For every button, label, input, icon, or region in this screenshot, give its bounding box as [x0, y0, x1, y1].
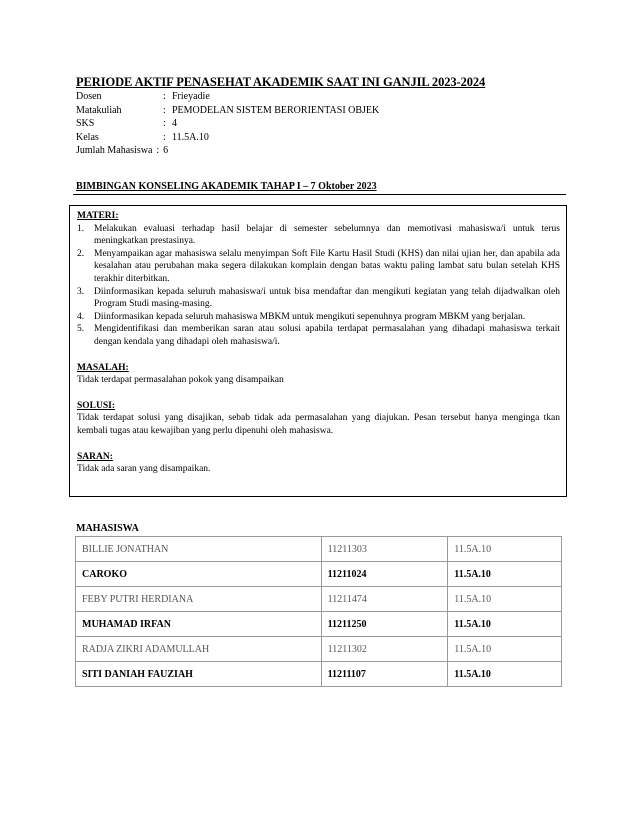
info-row-dosen [76, 90, 379, 104]
materi-heading: MATERI: [77, 211, 119, 221]
list-item-text: Menyampaikan agar mahasiswa selalu menyimpan Soft File Kartu Hasil Studi (KHS) dan nilai ujian her, dan apabila ada kesalahan atau perubahan maka segera dilakukan komplain dengan batas waktu paling lambat satu bulan setelah KHS terakhir diterbitkan. [94, 248, 560, 284]
info-value: Frieyadie [172, 91, 210, 102]
table-row [76, 612, 562, 637]
list-item-text: Diinformasikan kepada seluruh mahasiswa/i untuk bisa mendaftar dan mengikuti kegiatan yang telah dijadwalkan oleh Program Studi masing-masing. [94, 286, 560, 310]
page-title: PERIODE AKTIF PENASEHAT AKADEMIK SAAT INI GANJIL 2023-2024 [76, 75, 486, 89]
student-kelas: 11.5A.10 [448, 612, 562, 637]
section-divider [73, 194, 566, 195]
info-value: 4 [172, 118, 177, 129]
list-item-number: 5. [77, 324, 85, 335]
list-item-number: 4. [77, 311, 85, 322]
info-value: PEMODELAN SISTEM BERORIENTASI OBJEK [172, 104, 380, 116]
bimbingan-box [69, 205, 567, 497]
student-name: MUHAMAD IRFAN [76, 612, 322, 637]
table-row [76, 637, 562, 662]
list-item [77, 223, 560, 248]
info-separator: : [163, 131, 166, 143]
info-label: SKS [76, 118, 95, 129]
info-value: 6 [163, 145, 169, 156]
student-nim: 11211474 [321, 587, 448, 612]
list-item [77, 311, 560, 324]
table-row [76, 562, 562, 587]
student-kelas: 11.5A.10 [448, 562, 562, 587]
course-info [76, 90, 379, 158]
student-nim: 11211302 [321, 637, 448, 662]
info-separator: : [163, 118, 166, 129]
solusi-text: Tidak terdapat solusi yang disajikan, sebab tidak ada permasalahan yang diajukan. Pesan tersebut hanya menginga tkan kembali tugas atau kewajiban yang perlu dipenuhi oleh mahasiswa. [77, 413, 560, 436]
info-value: 11.5A.10 [172, 131, 209, 143]
saran-text: Tidak ada saran yang disampaikan. [77, 464, 211, 475]
student-nim: 11211250 [321, 612, 448, 637]
info-separator: : [163, 91, 166, 102]
info-row-matakuliah [76, 104, 379, 118]
materi-list [77, 223, 560, 349]
student-nim: 11211303 [321, 537, 448, 562]
info-row-sks [76, 117, 379, 131]
student-nim: 11211107 [321, 662, 448, 687]
student-name: RADJA ZIKRI ADAMULLAH [76, 637, 322, 662]
list-item-number: 2. [77, 248, 85, 259]
masalah-text: Tidak terdapat permasalahan pokok yang disampaikan [77, 375, 284, 386]
list-item-number: 3. [77, 286, 85, 297]
list-item-text: Mengidentifikasi dan memberikan saran atau solusi apabila terdapat permasalahan yang dihadapi mahasiswa terkait dengan kendala yang dihadapi oleh mahasiswa/i. [94, 324, 560, 347]
table-row [76, 662, 562, 687]
student-name: SITI DANIAH FAUZIAH [76, 662, 322, 687]
list-item [77, 248, 560, 286]
table-row [76, 537, 562, 562]
student-nim: 11211024 [321, 562, 448, 587]
info-label: Jumlah Mahasiswa [76, 145, 153, 156]
masalah-heading: MASALAH: [77, 362, 129, 373]
list-item-number: 1. [77, 223, 85, 234]
student-name: CAROKO [76, 562, 322, 587]
student-kelas: 11.5A.10 [448, 587, 562, 612]
list-item-text: Melakukan evaluasi terhadap hasil belajar di semester sebelumnya dan memotivasi mahasiswa/i untuk terus meningkatkan prestasinya. [94, 223, 560, 247]
info-row-kelas [76, 131, 379, 145]
student-kelas: 11.5A.10 [448, 637, 562, 662]
info-label: Kelas [76, 131, 99, 143]
list-item-text: Diinformasikan kepada seluruh mahasiswa MBKM untuk mengikuti sepenuhnya program MBKM yang berjalan. [94, 311, 526, 322]
solusi-heading: SOLUSI: [77, 400, 116, 411]
student-kelas: 11.5A.10 [448, 662, 562, 687]
bimbingan-title: BIMBINGAN KONSELING AKADEMIK TAHAP I – 7 Oktober 2023 [76, 181, 377, 192]
list-item [77, 286, 560, 311]
info-separator: : [156, 145, 160, 156]
mahasiswa-heading: MAHASISWA [76, 523, 139, 534]
student-name: FEBY PUTRI HERDIANA [76, 587, 322, 612]
info-label: Dosen [76, 91, 102, 102]
info-separator: : [163, 104, 166, 116]
student-kelas: 11.5A.10 [448, 537, 562, 562]
info-label: Matakuliah [76, 104, 122, 116]
mahasiswa-table [75, 536, 562, 687]
table-row [76, 587, 562, 612]
student-name: BILLIE JONATHAN [76, 537, 322, 562]
list-item [77, 323, 560, 348]
info-row-jumlah-mahasiswa [76, 144, 379, 158]
saran-heading: SARAN: [77, 451, 113, 462]
